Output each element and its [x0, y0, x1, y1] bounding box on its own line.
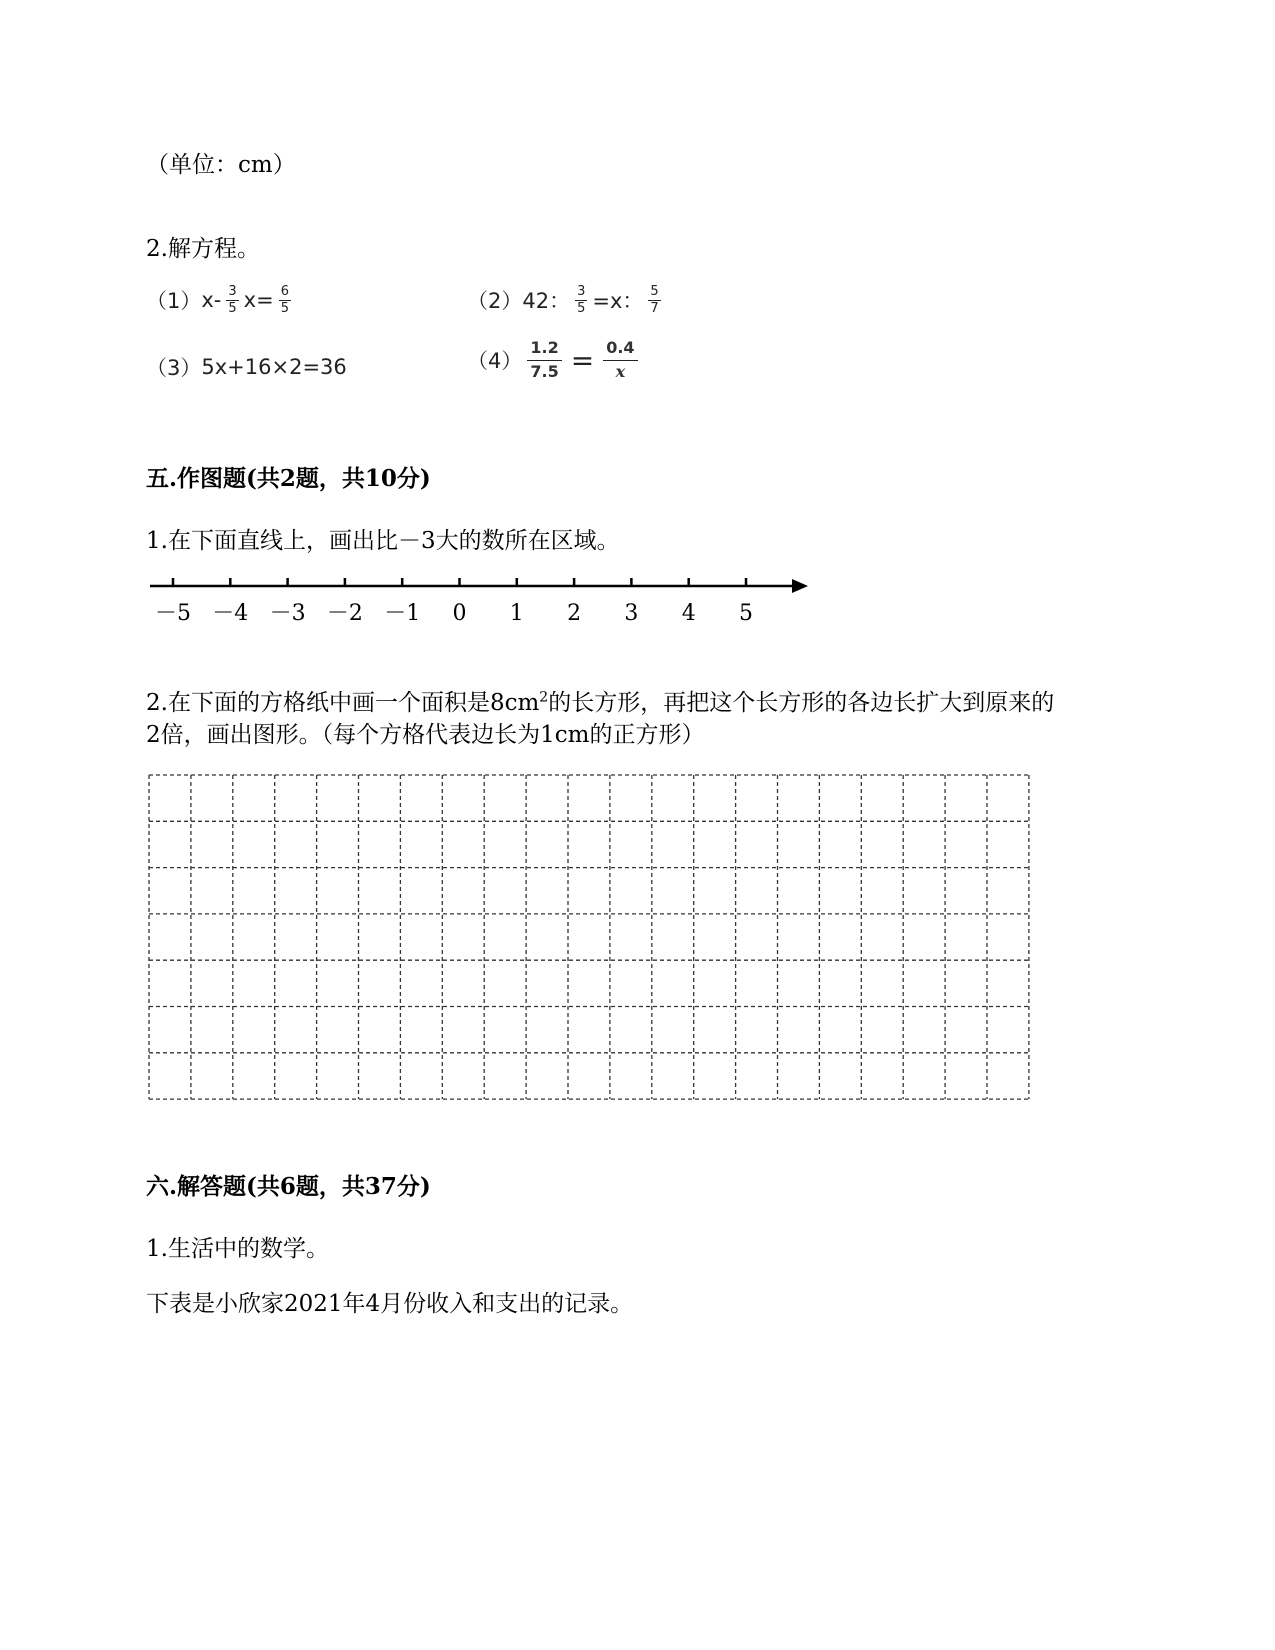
number-line — [140, 570, 820, 632]
tick-label: 4 — [681, 601, 696, 626]
fraction-numerator: 5 — [650, 284, 659, 299]
fraction — [226, 285, 238, 315]
equals-sign: = — [570, 343, 595, 377]
tick-label: 5 — [739, 601, 753, 626]
fraction-denominator: 5 — [280, 300, 289, 316]
fraction-numerator: 1.2 — [527, 340, 561, 361]
fraction-denominator: x — [615, 361, 626, 381]
equation-label: （2） — [467, 289, 523, 314]
fraction — [279, 285, 291, 315]
tick-label: 1 — [509, 601, 524, 626]
equation-4 — [467, 340, 643, 381]
equation-2 — [467, 285, 666, 315]
fraction — [575, 285, 587, 315]
question-1-text: 1.在下面直线上，画出比－3大的数所在区域。 — [146, 528, 620, 554]
fraction — [527, 340, 561, 381]
section-heading: 五.作图题(共2题，共10分) — [146, 465, 431, 492]
arrow-icon — [792, 579, 808, 593]
fraction-denominator: 5 — [228, 300, 237, 316]
unit-note: （单位：cm） — [146, 152, 296, 178]
question-2-text-b: 的长方形，再把这个长方形的各边长扩大到原来的 — [548, 690, 1055, 716]
question-2-line-2: 2倍，画出图形。（每个方格代表边长为1cm的正方形） — [146, 722, 705, 748]
equation-label: （1） — [146, 289, 202, 314]
equation-label: （4） — [467, 349, 523, 374]
question-1-text: 1.生活中的数学。 — [146, 1236, 329, 1262]
fraction-numerator: 0.4 — [603, 340, 637, 361]
fraction — [603, 340, 637, 381]
equation-label: （3） — [146, 356, 202, 380]
tick-label: 0 — [452, 601, 467, 626]
question-2-line-1 — [146, 684, 1054, 717]
equation-3 — [146, 352, 347, 382]
tick-label: －2 — [326, 601, 363, 626]
question-title: 2.解方程。 — [146, 236, 260, 262]
fraction — [648, 285, 660, 315]
equation-text: 5x+16×2=36 — [201, 355, 347, 379]
tick-label: 2 — [567, 601, 582, 626]
equation-text: x- — [201, 288, 222, 313]
superscript: 2 — [539, 689, 549, 706]
question-2-text-a: 2.在下面的方格纸中画一个面积是8cm — [146, 690, 540, 716]
fraction-denominator: 5 — [577, 300, 586, 316]
equation-text: 42： — [522, 289, 571, 314]
equation-text: =x： — [592, 289, 644, 314]
equation-text: x= — [243, 288, 274, 313]
fraction-numerator: 3 — [228, 284, 237, 299]
fraction-numerator: 6 — [280, 284, 289, 299]
fraction-numerator: 3 — [577, 284, 586, 299]
fraction-denominator: 7.5 — [530, 361, 559, 381]
question-description: 下表是小欣家2021年4月份收入和支出的记录。 — [146, 1291, 634, 1317]
section-heading: 六.解答题(共6题，共37分) — [146, 1173, 431, 1200]
tick-label: －4 — [212, 601, 249, 626]
equation-1 — [146, 285, 296, 315]
tick-label: －3 — [269, 601, 306, 626]
grid-paper — [146, 772, 1032, 1102]
tick-label: －5 — [155, 601, 191, 626]
tick-label: －1 — [384, 601, 421, 626]
fraction-denominator: 7 — [650, 300, 659, 316]
tick-label: 3 — [624, 601, 639, 626]
